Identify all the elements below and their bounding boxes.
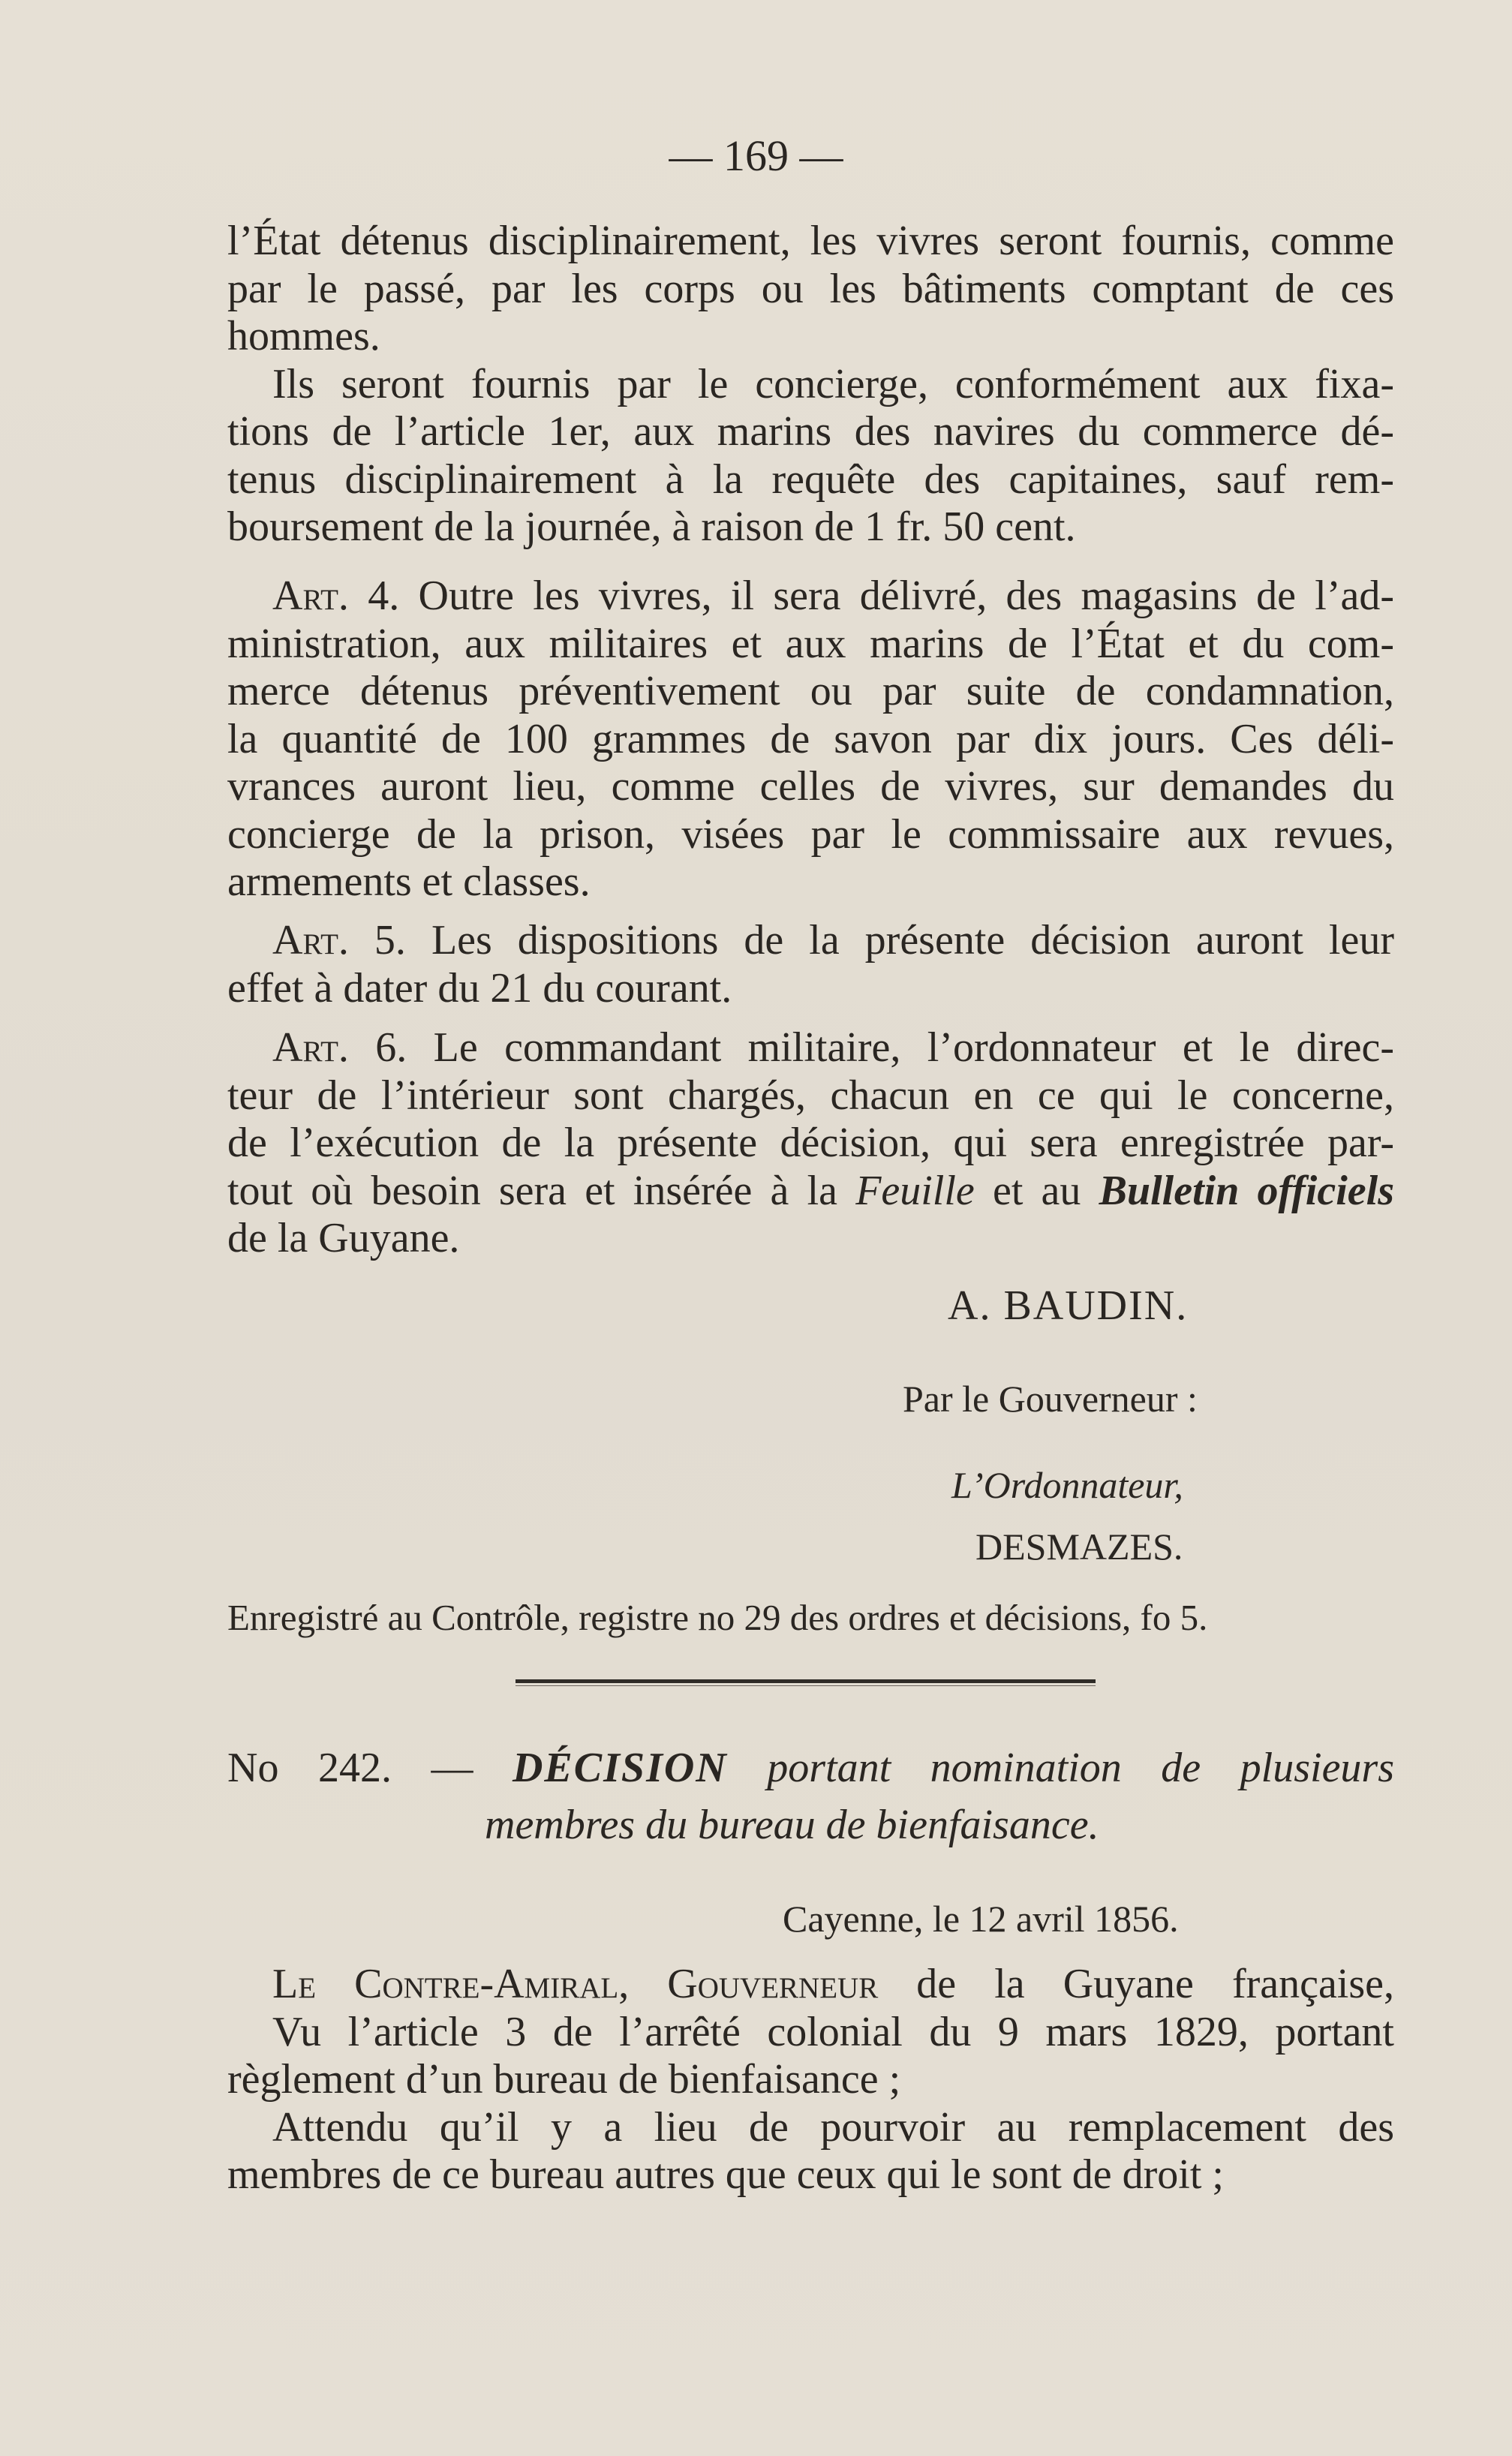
article-label: Art. 6. [272, 1024, 407, 1071]
article-label: Art. 4. [272, 573, 400, 619]
preamble-line: Le Contre-Amiral, Gouverneur de la Guyane française, [272, 1961, 1395, 2007]
article-5 [227, 917, 1394, 1012]
decision-heading [227, 1739, 1394, 1853]
text-line: l’État détenus disciplinairement, les vivres seront fournis, comme [227, 218, 1394, 264]
article-4 [227, 573, 1394, 906]
article-text: Outre les vivres, il sera délivré, des magasins de l’ad- [418, 573, 1395, 619]
article-text: Le commandant militaire, l’ordonnateur et le direc- [433, 1024, 1394, 1071]
separator-rule [516, 1679, 1096, 1683]
text-line: la quantité de 100 grammes de savon par dix jours. Ces déli- [227, 715, 1394, 762]
decision-title-bold: DÉCISION [512, 1745, 728, 1791]
text-line [227, 1168, 1394, 1216]
text-line: Vu l’article 3 de l’arrêté colonial du 9 mars 1829, portant [272, 2008, 1394, 2055]
text-line: teur de l’intérieur sont chargés, chacun en ce qui le concerne, [227, 1072, 1394, 1119]
preamble-rest: de la Guyane française, [916, 1961, 1395, 2007]
text-line: concierge de la prison, visées par le commissaire aux revues, [227, 810, 1394, 858]
decision-heading-line-1 [227, 1739, 1394, 1796]
text-line [227, 573, 1394, 621]
text-line: membres de ce bureau autres que ceux qui le sont de droit ; [227, 2151, 1224, 2198]
dateline: Cayenne, le 12 avril 1856. [783, 1898, 1179, 1940]
text-line: de l’exécution de la présente décision, qui sera enregistrée par- [227, 1120, 1394, 1166]
text-line: vrances auront lieu, comme celles de vivres, sur demandes du [227, 763, 1394, 810]
text-line: merce détenus préventivement ou par suite de condamnation, [227, 668, 1394, 714]
feuille-title: Feuille [855, 1167, 975, 1214]
text-line: de la Guyane. [227, 1215, 460, 1261]
text-line [227, 1024, 1394, 1072]
decision-title-rest: portant nomination de plusieurs [767, 1745, 1395, 1791]
article-text: Les dispositions de la présente décision auront leur [431, 917, 1394, 963]
decision-number: No 242. [227, 1745, 392, 1791]
text-line: armements et classes. [227, 858, 591, 905]
article-6 [227, 1024, 1394, 1263]
text-line: Attendu qu’il y a lieu de pourvoir au remplacement des [272, 2103, 1394, 2151]
text-line: règlement d’un bureau de bienfaisance ; [227, 2056, 901, 2103]
decision-heading-line-2: membres du bureau de bienfaisance. [485, 1802, 1099, 1848]
bulletin-title: Bulletin officiels [1099, 1167, 1394, 1214]
registration-line: Enregistré au Contrôle, registre no 29 des ordres et décisions, fo 5. [227, 1597, 1208, 1638]
article-label: Art. 5. [272, 917, 406, 963]
paragraph-continuation [227, 218, 1394, 552]
decision-body [227, 1961, 1394, 2199]
separator-rule-thin [516, 1685, 1096, 1686]
text-line: tenus disciplinairement à la requête des capitaines, sauf rem- [227, 455, 1394, 503]
preamble-contre-amiral: Le Contre-Amiral [272, 1961, 619, 2007]
signature-par: Par le Gouverneur : [903, 1378, 1198, 1420]
text-line: ministration, aux militaires et aux marins de l’État et du com- [227, 620, 1394, 667]
text-line: effet à dater du 21 du courant. [227, 964, 732, 1012]
text-span: et au [974, 1167, 1099, 1214]
text-span: tout où besoin sera et insérée à la [227, 1167, 856, 1214]
preamble-gouverneur: Gouverneur [667, 1961, 879, 2007]
signature-name2: DESMAZES. [975, 1526, 1183, 1568]
text-line: Ils seront fournis par le concierge, conformément aux fixa- [272, 360, 1394, 407]
page-number: — 169 — [669, 131, 843, 180]
signature-name: A. BAUDIN. [948, 1282, 1189, 1329]
text-line: hommes. [227, 313, 380, 359]
decision-dash: — [431, 1745, 473, 1791]
text-line: par le passé, par les corps ou les bâtiments comptant de ces [227, 265, 1394, 312]
text-line: tions de l’article 1er, aux marins des navires du commerce dé- [227, 408, 1394, 455]
text-line [227, 917, 1394, 965]
text-line: boursement de la journée, à raison de 1 fr. 50 cent. [227, 504, 1076, 550]
signature-role: L’Ordonnateur, [951, 1464, 1183, 1506]
